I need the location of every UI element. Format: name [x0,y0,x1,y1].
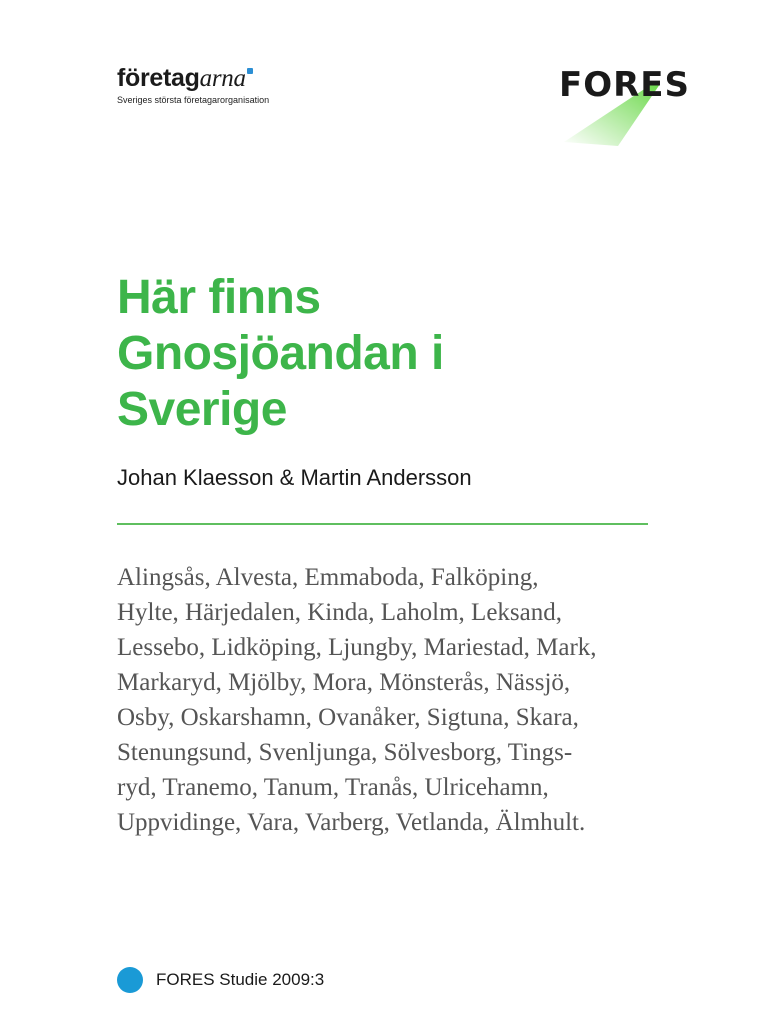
foretagarna-logo [117,64,269,105]
fores-wordmark: FORES [559,65,691,105]
title-line: Sverige [117,383,287,436]
foretagarna-wordmark-italic: arna [199,65,246,92]
municipality-line: Alingsås, Alvesta, Emmaboda, Falköping, [117,564,539,591]
title-line: Gnosjöandan i [117,327,444,380]
municipality-line: Hylte, Härjedalen, Kinda, Laholm, Leksand, [117,599,562,626]
municipality-line: Lessebo, Lidköping, Ljungby, Mariestad, Mark, [117,634,597,661]
municipality-line: Stenungsund, Svenljunga, Sölvesborg, Tings- [117,739,573,766]
municipality-line: ryd, Tranemo, Tanum, Tranås, Ulricehamn, [117,774,549,801]
municipality-list [117,560,657,840]
foretagarna-tagline: Sveriges största företagarorganisation [117,95,270,105]
foretagarna-wordmark-regular: företag [117,64,200,92]
municipality-line: Uppvidinge, Vara, Varberg, Vetlanda, Älmhult. [117,809,586,836]
fores-logo [556,62,706,152]
foretagarna-wordmark [117,64,269,93]
municipality-line: Markaryd, Mjölby, Mora, Mönsterås, Nässjö, [117,669,571,696]
title-line: Här finns [117,271,321,324]
divider [117,523,648,525]
municipality-line: Osby, Oskarshamn, Ovanåker, Sigtuna, Skara, [117,704,579,731]
series-dot-icon [117,967,143,993]
authors: Johan Klaesson & Martin Andersson [117,465,472,490]
series-label: FORES Studie 2009:3 [156,970,325,989]
foretagarna-mark-icon [247,68,253,74]
page-title [117,270,677,438]
